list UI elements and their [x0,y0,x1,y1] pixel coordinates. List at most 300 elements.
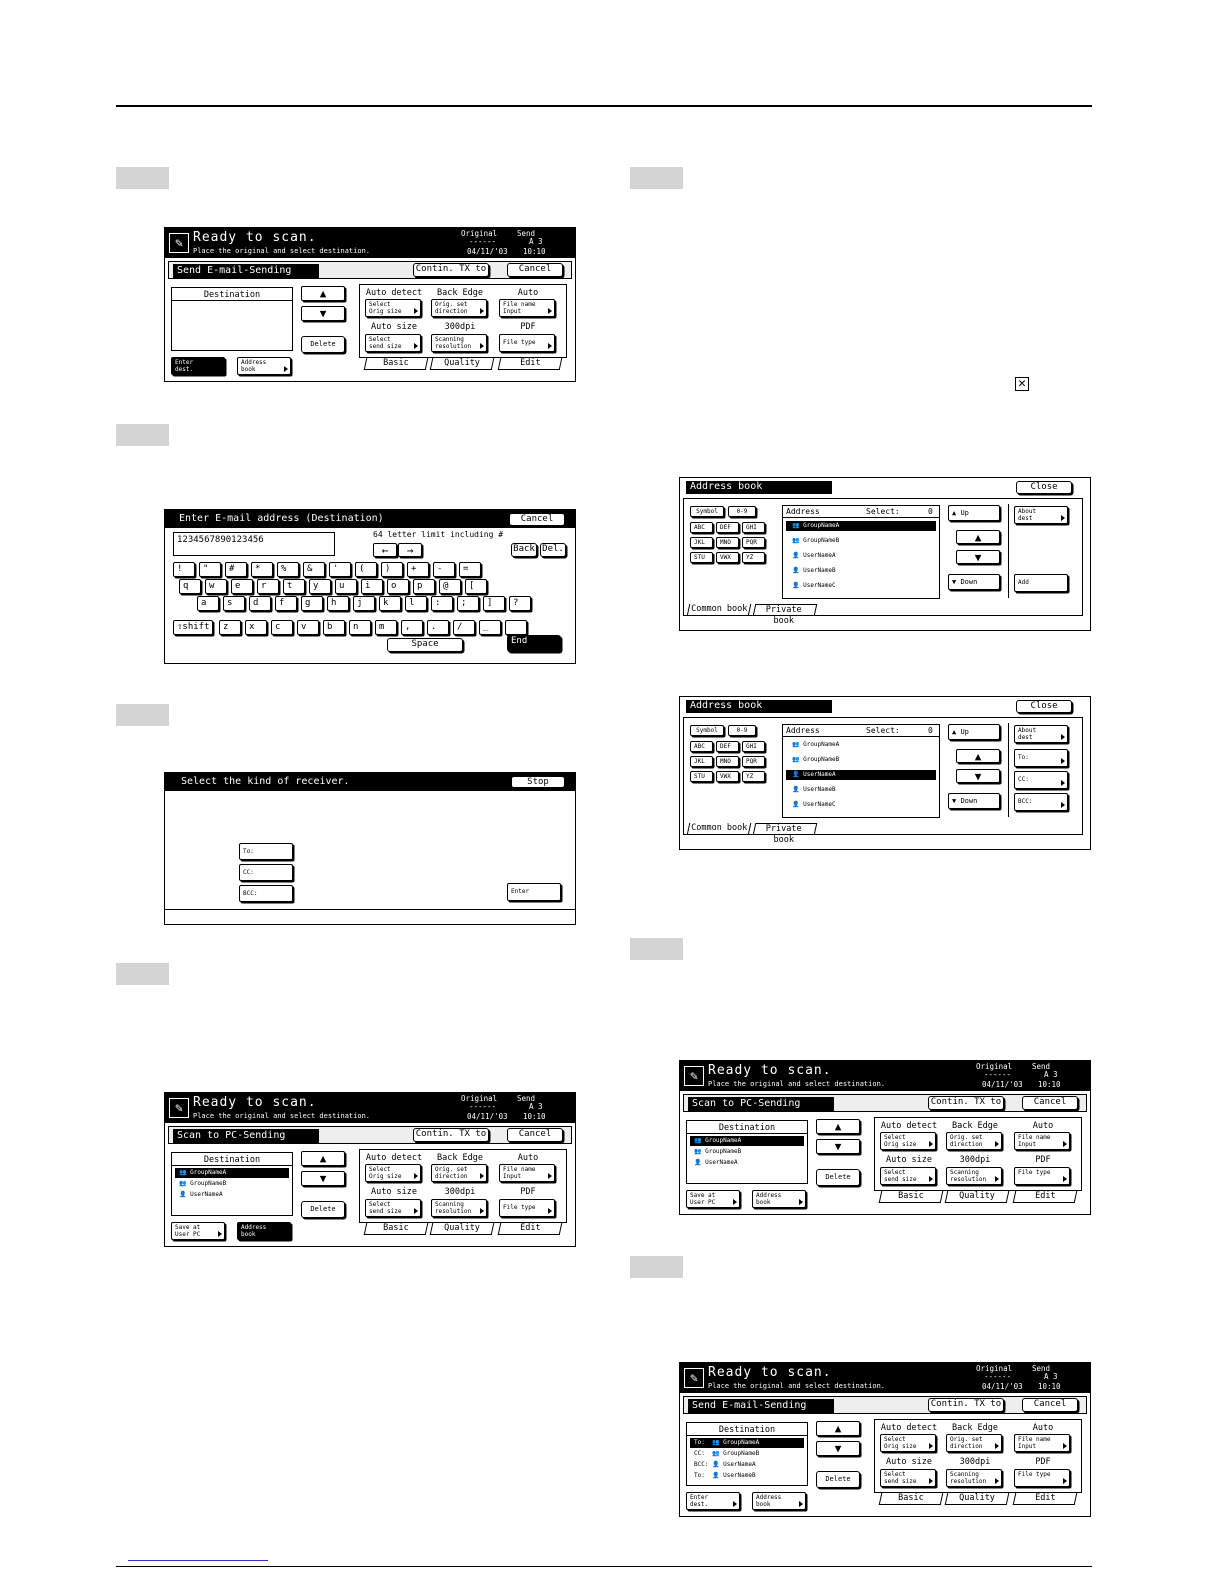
receiver-prefix: To: [694,1472,705,1479]
up-arrow-button[interactable]: ▲ [301,286,345,301]
tab-basic[interactable] [364,358,429,370]
tab-basic[interactable] [879,1191,944,1203]
back-edge-label: Back Edge [951,1121,999,1131]
mode-title: Scan to PC-Sending [688,1097,834,1111]
scanning-resolution-button[interactable]: Scanning resolution [946,1167,1002,1185]
scanning-resolution-button[interactable]: Scanning resolution [431,334,487,352]
tab-basic[interactable] [364,1223,429,1235]
list-item-label: GroupNameA [723,1439,760,1446]
letter-button[interactable]: GHI [742,741,765,752]
select-orig-size-button[interactable]: Select Orig size [365,299,421,317]
original-label: Original [976,1062,1013,1071]
tab-common-book[interactable] [687,823,752,835]
cc-button[interactable]: CC: [1014,771,1068,789]
tab-quality[interactable] [945,1191,1010,1203]
letter-button[interactable]: STU [690,771,713,782]
back-button[interactable]: Back [511,543,537,557]
address-book-title: Address book [686,700,832,713]
auto-label: Auto [517,1153,539,1163]
about-dest-button[interactable]: About dest [1014,725,1068,743]
delete-button[interactable]: Delete [301,336,345,353]
address-entry-label: UserNameA [803,771,836,778]
close-button[interactable]: Close [1016,700,1072,713]
address-entry[interactable] [786,536,936,546]
file-type-button[interactable]: File type [1014,1167,1070,1185]
original-label: Original [976,1364,1013,1373]
symbol-button[interactable]: Symbol [690,506,724,517]
keyboard-key[interactable]: + [407,562,429,577]
digits-button[interactable]: 0-9 [728,506,756,517]
bcc-button[interactable]: BCC: [239,885,293,902]
header-title: Ready to scan. [708,1063,832,1078]
list-item[interactable] [690,1471,804,1481]
keyboard-key[interactable]: = [459,562,481,577]
address-book-button[interactable]: Address book [752,1190,806,1208]
ab-right-divider [1008,723,1009,817]
tab-quality[interactable] [430,358,495,370]
cc-button[interactable]: CC: [239,864,293,881]
down-label: Down [960,578,978,586]
up-button[interactable]: ▲ Up [948,505,1000,521]
tab-private-book-label: Private book [765,605,802,626]
group-icon: 👥 [694,1137,706,1144]
save-at-user-pc-button[interactable]: Save at User PC [686,1190,740,1208]
tab-basic-label: Basic [898,1191,924,1201]
back-edge-label: Back Edge [436,288,484,298]
orig-set-direction-button[interactable]: Orig. set direction [431,1164,487,1182]
keyboard-key[interactable]: q [179,579,201,594]
up-arrow-button[interactable]: ▲ [301,1151,345,1166]
keyboard-key[interactable]: # [225,562,247,577]
up-label: Up [960,509,969,517]
scanning-resolution-button[interactable]: Scanning resolution [431,1199,487,1217]
contin-tx-button[interactable]: Contin. TX to [413,263,489,277]
scanning-resolution-button[interactable]: Scanning resolution [946,1469,1002,1487]
address-book-button[interactable]: Address book [752,1492,806,1510]
tab-edit-label: Edit [519,358,541,368]
time: 10:10 [1038,1080,1061,1089]
auto-size-label: Auto size [885,1155,933,1165]
keyboard-key[interactable]: , [401,620,423,635]
letter-button[interactable]: DEF [716,741,739,752]
mode-title: Send E-mail-Sending [173,264,319,278]
keyboard-key[interactable]: t [283,579,305,594]
list-item[interactable] [690,1136,804,1146]
keyboard-key[interactable]: . [427,620,449,635]
keyboard-key[interactable]: s [223,596,245,611]
keyboard-key[interactable]: " [199,562,221,577]
keyboard-key[interactable]: r [257,579,279,594]
digits-button[interactable]: 0-9 [728,725,756,736]
file-name-input-button[interactable]: File name Input [1014,1434,1070,1452]
keyboard-key[interactable]: : [431,596,453,611]
cancel-button[interactable]: Cancel [507,1128,563,1142]
list-item[interactable] [175,1168,289,1178]
address-entry[interactable] [786,785,936,795]
file-type-button[interactable]: File type [499,334,555,352]
group-icon: 👥 [792,756,804,763]
letter-button[interactable]: PQR [742,537,765,548]
top-rule [116,105,1092,107]
delete-button[interactable]: Delete [301,1201,345,1218]
tab-edit[interactable] [498,1223,563,1235]
header-subtitle: Place the original and select destination. [193,1112,371,1120]
tab-quality[interactable] [945,1493,1010,1505]
select-send-size-button[interactable]: Select send size [365,334,421,352]
scroll-down-arrow-button[interactable]: ▼ [956,769,1000,783]
status-header [680,1061,1090,1091]
dpi-label: 300dpi [444,322,476,332]
back-edge-label: Back Edge [436,1153,484,1163]
about-dest-button[interactable]: About dest [1014,506,1068,524]
shift-icon: ⇧ [177,622,183,632]
file-name-input-button[interactable]: File name Input [499,1164,555,1182]
user-icon: 👤 [792,786,804,793]
original-value: ------ [984,1070,1012,1079]
keyboard-key[interactable]: u [335,579,357,594]
address-entry[interactable] [786,755,936,765]
status-header [680,1363,1090,1393]
letter-button[interactable]: MNO [716,756,739,767]
address-entry[interactable] [786,740,936,750]
address-book-screen [679,477,1091,631]
keyboard-key[interactable]: g [301,596,323,611]
down-arrow-button[interactable]: ▼ [816,1441,860,1456]
list-item-label: GroupNameB [190,1180,227,1187]
address-entry-label: UserNameC [803,801,836,808]
group-icon: 👥 [792,522,804,529]
list-item[interactable] [690,1449,804,1459]
time: 10:10 [523,247,546,256]
keyboard-key[interactable]: ) [381,562,403,577]
pdf-label: PDF [1035,1457,1051,1467]
keyboard-key[interactable]: l [405,596,427,611]
letter-button[interactable]: GHI [742,522,765,533]
keyboard-key[interactable]: x [245,620,267,635]
user-icon: 👤 [694,1159,706,1166]
bottom-rule [116,1566,1092,1567]
user-icon: 👤 [179,1191,191,1198]
tab-quality[interactable] [430,1223,495,1235]
address-entry-label: UserNameC [803,582,836,589]
tab-edit[interactable] [498,358,563,370]
letter-button[interactable]: MNO [716,537,739,548]
enter-dest-button[interactable]: Enter dest. [686,1492,740,1510]
address-entry-label: UserNameA [803,552,836,559]
address-entry-label: GroupNameA [803,741,840,748]
scroll-down-arrow-button[interactable]: ▼ [956,550,1000,564]
keyboard-cancel-button[interactable]: Cancel [509,513,565,526]
address-entry[interactable] [786,551,936,561]
address-book-button[interactable]: Address book [237,357,291,375]
keyboard-key[interactable]: m [375,620,397,635]
tab-basic-label: Basic [383,1223,409,1233]
send-label: Send [1032,1364,1051,1373]
down-arrow-button[interactable]: ▼ [816,1139,860,1154]
tab-edit[interactable] [1013,1493,1078,1505]
list-item[interactable] [690,1438,804,1448]
down-button[interactable]: ▼ Down [948,574,1000,590]
list-item-label: GroupNameB [723,1450,760,1457]
keyboard-key[interactable]: p [413,579,435,594]
tab-edit-label: Edit [1034,1191,1056,1201]
select-orig-size-button[interactable]: Select Orig size [880,1132,936,1150]
original-value: ------ [469,1102,497,1111]
orig-set-direction-button[interactable]: Orig. set direction [431,299,487,317]
up-arrow-button[interactable]: ▲ [816,1119,860,1134]
receiver-screen [164,772,576,925]
select-send-size-button[interactable]: Select send size [880,1167,936,1185]
list-item[interactable] [175,1190,289,1200]
user-icon: 👤 [792,801,804,808]
letter-button[interactable]: VWX [716,771,739,782]
keyboard-key[interactable]: / [453,620,475,635]
destination-label: Destination [171,290,293,301]
scroll-up-arrow-button[interactable]: ▲ [956,749,1000,763]
header-title: Ready to scan. [193,230,317,245]
shift-label: shift [182,622,210,632]
address-entry-label: GroupNameA [803,522,840,529]
tab-edit[interactable] [1013,1191,1078,1203]
right-arrow-button[interactable]: → [398,543,422,557]
letter-button[interactable]: JKL [690,537,713,548]
address-entry[interactable] [786,581,936,591]
keyboard-key[interactable]: v [297,620,319,635]
keyboard-key[interactable]: f [275,596,297,611]
group-icon: 👥 [712,1439,724,1446]
address-entry-label: UserNameB [803,567,836,574]
send-value: A 3 [529,1102,543,1111]
time: 10:10 [523,1112,546,1121]
scanner-icon: ✎ [684,1066,704,1086]
letter-button[interactable]: DEF [716,522,739,533]
tab-private-book-label: Private book [765,824,802,845]
orig-set-direction-button[interactable]: Orig. set direction [946,1434,1002,1452]
address-label: Address [786,507,820,516]
tab-private-book[interactable] [753,823,818,845]
file-name-input-button[interactable]: File name Input [499,299,555,317]
tab-common-book-label: Common book [690,604,748,614]
pdf-label: PDF [520,322,536,332]
group-icon: 👥 [792,537,804,544]
file-type-button[interactable]: File type [499,1199,555,1217]
contin-tx-button[interactable]: Contin. TX to [928,1398,1004,1412]
file-type-button[interactable]: File type [1014,1469,1070,1487]
email-input[interactable]: 1234567890123456 [173,532,335,556]
select-orig-size-button[interactable]: Select Orig size [365,1164,421,1182]
keyboard-key[interactable]: a [197,596,219,611]
send-email-final-screen [679,1362,1091,1517]
letter-button[interactable]: VWX [716,552,739,563]
keyboard-key[interactable]: y [309,579,331,594]
keyboard-key[interactable]: & [303,562,325,577]
down-arrow-button[interactable]: ▼ [301,1171,345,1186]
letter-button[interactable]: ABC [690,522,713,533]
letter-button[interactable]: JKL [690,756,713,767]
keyboard-key[interactable]: i [361,579,383,594]
pdf-label: PDF [520,1187,536,1197]
keyboard-key[interactable]: c [271,620,293,635]
scanner-icon: ✎ [169,1098,189,1118]
step-marker [630,167,683,189]
letter-button[interactable]: YZ [742,552,765,563]
keyboard-key[interactable]: - [433,562,455,577]
address-entry[interactable] [786,800,936,810]
header-subtitle: Place the original and select destination. [708,1080,886,1088]
user-icon: 👤 [712,1472,724,1479]
footer-link-line [128,1560,268,1561]
dpi-label: 300dpi [959,1457,991,1467]
letter-button[interactable]: YZ [742,771,765,782]
ab-right-divider [1008,504,1009,598]
step-marker [116,167,169,189]
keyboard-key[interactable]: * [251,562,273,577]
shift-key[interactable] [173,620,213,635]
down-arrow-button[interactable]: ▼ [301,306,345,321]
letter-button[interactable]: PQR [742,756,765,767]
contin-tx-button[interactable]: Contin. TX to [413,1128,489,1142]
delete-button[interactable]: Delete [816,1471,860,1488]
cancel-button[interactable]: Cancel [507,263,563,277]
scanner-icon: ✎ [684,1368,704,1388]
step-marker [116,963,169,985]
up-arrow-button[interactable]: ▲ [816,1421,860,1436]
scanner-icon: ✎ [169,233,189,253]
select-send-size-button[interactable]: Select send size [880,1469,936,1487]
select-label: Select: [866,507,900,516]
down-button[interactable]: ▼ Down [948,793,1000,809]
receiver-divider [165,909,575,910]
address-entry[interactable] [786,521,936,531]
keyboard-key[interactable]: w [205,579,227,594]
list-item[interactable] [175,1179,289,1189]
contin-tx-button[interactable]: Contin. TX to [928,1096,1004,1110]
receiver-prefix: To: [694,1439,705,1446]
checkbox-icon: ✕ [1015,377,1029,391]
keyboard-key[interactable]: o [387,579,409,594]
keyboard-key[interactable]: @ [439,579,461,594]
auto-label: Auto [517,288,539,298]
user-icon: 👤 [792,567,804,574]
address-entry-label: UserNameB [803,786,836,793]
keyboard-key[interactable]: [ [465,579,487,594]
header-title: Ready to scan. [708,1365,832,1380]
back-edge-label: Back Edge [951,1423,999,1433]
auto-detect-label: Auto detect [365,1153,423,1163]
tab-private-book[interactable] [753,604,818,626]
blank-key[interactable] [505,620,527,635]
list-item[interactable] [690,1158,804,1168]
keyboard-key[interactable]: % [277,562,299,577]
auto-detect-label: Auto detect [880,1121,938,1131]
select-send-size-button[interactable]: Select send size [365,1199,421,1217]
list-item-label: GroupNameA [190,1169,227,1176]
enter-button[interactable]: Enter [507,883,561,901]
keyboard-key[interactable]: ; [457,596,479,611]
orig-set-direction-button[interactable]: Orig. set direction [946,1132,1002,1150]
mode-title: Send E-mail-Sending [688,1399,834,1413]
address-entry[interactable] [786,770,936,780]
keyboard-key[interactable]: j [353,596,375,611]
keyboard-key[interactable]: ! [173,562,195,577]
keyboard-key[interactable]: k [379,596,401,611]
step-marker [116,704,169,726]
tab-quality-label: Quality [444,1223,481,1233]
letter-button[interactable]: ABC [690,741,713,752]
receiver-title: Select the kind of receiver. [181,776,350,787]
to-button[interactable]: To: [239,843,293,860]
keyboard-key[interactable]: e [231,579,253,594]
symbol-button[interactable]: Symbol [690,725,724,736]
tab-basic-label: Basic [898,1493,924,1503]
close-button[interactable]: Close [1016,481,1072,494]
file-name-input-button[interactable]: File name Input [1014,1132,1070,1150]
list-item[interactable] [690,1147,804,1157]
left-arrow-button[interactable]: ← [373,543,397,557]
keyboard-key[interactable]: h [327,596,349,611]
select-label: Select: [866,726,900,735]
keyboard-key[interactable]: _ [479,620,501,635]
keyboard-key[interactable]: ? [509,596,531,611]
keyboard-key[interactable]: ( [355,562,377,577]
cancel-button[interactable]: Cancel [1022,1096,1078,1110]
group-icon: 👥 [792,741,804,748]
cancel-button[interactable]: Cancel [1022,1398,1078,1412]
destination-label: Destination [686,1425,808,1436]
save-at-user-pc-button[interactable]: Save at User PC [171,1222,225,1240]
keyboard-key[interactable]: n [349,620,371,635]
header-title: Ready to scan. [193,1095,317,1110]
enter-dest-button[interactable]: Enter dest. [171,357,225,375]
address-entry-label: GroupNameB [803,756,840,763]
keyboard-key[interactable]: d [249,596,271,611]
keyboard-key[interactable]: ' [329,562,351,577]
to-button[interactable]: To: [1014,749,1068,767]
list-item[interactable] [690,1460,804,1470]
del-button[interactable]: Del. [540,543,566,557]
step-marker [630,938,683,960]
original-label: Original [461,229,498,238]
bcc-button[interactable]: BCC: [1014,793,1068,811]
tab-quality-label: Quality [959,1493,996,1503]
tab-common-book[interactable] [687,604,752,616]
keyboard-key[interactable]: ] [483,596,505,611]
address-entry[interactable] [786,566,936,576]
down-label: Down [960,797,978,805]
scroll-up-arrow-button[interactable]: ▲ [956,530,1000,544]
space-key[interactable]: Space [387,638,463,652]
stop-button[interactable]: Stop [511,776,565,788]
keyboard-key[interactable]: z [219,620,241,635]
pdf-label: PDF [1035,1155,1051,1165]
date: 04/11/'03 [982,1080,1023,1089]
group-icon: 👥 [694,1148,706,1155]
keyboard-key[interactable]: b [323,620,345,635]
up-label: Up [960,728,969,736]
tab-basic[interactable] [879,1493,944,1505]
address-book-button[interactable]: Address book [237,1222,291,1240]
select-orig-size-button[interactable]: Select Orig size [880,1434,936,1452]
delete-button[interactable]: Delete [816,1169,860,1186]
letter-button[interactable]: STU [690,552,713,563]
up-button[interactable]: ▲ Up [948,724,1000,740]
address-label: Address [786,726,820,735]
group-icon: 👥 [179,1169,191,1176]
add-button[interactable]: Add [1014,574,1068,592]
end-button[interactable]: End [507,635,561,652]
date: 04/11/'03 [467,1112,508,1121]
list-item-label: GroupNameB [705,1148,742,1155]
